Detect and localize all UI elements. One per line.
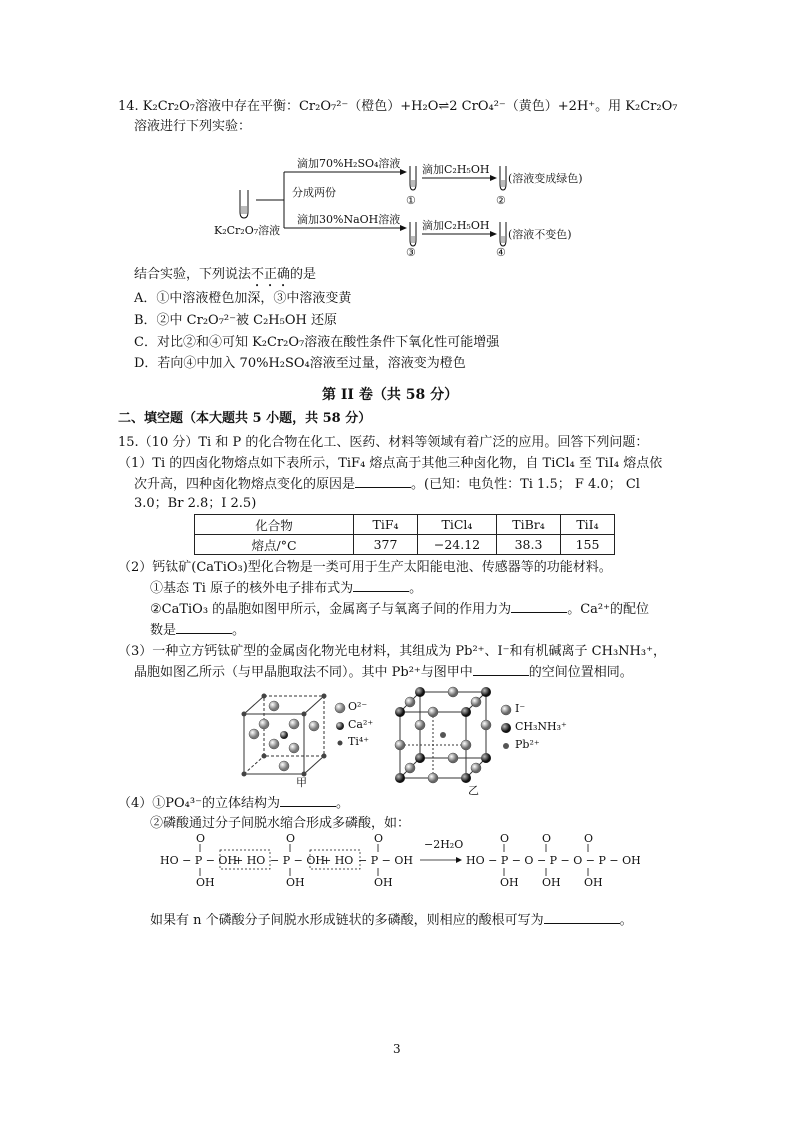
equation-arrow-label: −2H₂O: [424, 838, 464, 851]
q14-flow-diagram: [200, 150, 600, 262]
q15-p4-line1: [118, 795, 349, 813]
q15-p2-2d: 。: [232, 623, 246, 638]
answer-blank-1[interactable]: [355, 487, 411, 488]
table-header-row: [195, 515, 615, 535]
section2-title: 第 II 卷（共 58 分）: [322, 387, 459, 403]
svg-text:OH: OH: [196, 876, 215, 889]
q15-p2-1a: ①基态 Ti 原子的核外电子排布式为: [150, 581, 354, 596]
yi-label: 乙: [468, 784, 479, 797]
page-number: 3: [393, 1042, 401, 1056]
jia-legend-o: O²⁻: [348, 700, 368, 713]
q15-p1-c: 。(已知：电负性：Ti 1.5； F 4.0； Cl: [411, 477, 640, 492]
q15-p4-1b: 。: [335, 796, 349, 811]
yi-legend-ch3nh3: CH₃NH₃⁺: [515, 720, 567, 733]
q15-p2-1b: 。: [409, 581, 423, 596]
q15-p2-2b: 。Ca²⁺的配位: [567, 602, 649, 617]
q15-p1-b: 次升高，四种卤化物熔点变化的原因是: [134, 477, 356, 492]
q15-p2: （2）钙钛矿(CaTiO₃)型化合物是一类可用于生产太阳能电池、传感器等的功能材料。: [118, 560, 612, 575]
svg-text:− P − OH: − P − OH: [358, 854, 413, 867]
flow-top-reagent: 滴加70%H₂SO₄溶液: [297, 157, 401, 170]
table-row: [195, 535, 615, 555]
q15-p4-line3: [150, 912, 633, 930]
svg-text:O: O: [584, 832, 594, 845]
table-header-cell: TiF₄: [354, 515, 418, 535]
q15-p4-1a: （4）①PO₄³⁻的立体结构为: [118, 796, 280, 811]
q15-intro: 15.（10 分）Ti 和 P 的化合物在化工、医药、材料等领域有着广泛的应用。回答下列问题：: [118, 435, 649, 450]
q15-p2-2a: ②CaTiO₃ 的晶胞如图甲所示，金属离子与氧离子间的作用力为: [150, 602, 512, 617]
yi-legend-i: I⁻: [515, 702, 526, 715]
svg-text:OH: OH: [584, 876, 603, 889]
yi-legend-pb: Pb²⁺: [515, 738, 540, 751]
q14-stem: [134, 266, 316, 290]
svg-text:O: O: [286, 832, 296, 845]
q15-p2-1: [150, 580, 422, 598]
q14-stem-emphasis: 不正确: [251, 267, 291, 282]
table-cell: 155: [561, 535, 615, 555]
figure-yi: [392, 684, 572, 796]
svg-text:O: O: [500, 832, 510, 845]
q15-p3-line2: [134, 664, 633, 682]
equation-graphics: [160, 832, 640, 892]
tube-label-4: ④: [496, 246, 506, 259]
answer-blank-2[interactable]: [353, 591, 409, 592]
q14-option-b: B．②中 Cr₂O₇²⁻被 C₂H₅OH 还原: [134, 313, 337, 328]
svg-text:OH: OH: [542, 876, 561, 889]
q15-p1-line3: 3.0；Br 2.8；I 2.5): [134, 496, 257, 511]
flow-result-bottom: (溶液不变色): [508, 228, 572, 241]
melting-point-table: [194, 514, 615, 555]
answer-blank-4[interactable]: [176, 633, 232, 634]
q14-line2: 溶液进行下列实验：: [134, 119, 252, 134]
table-cell: −24.12: [418, 535, 497, 555]
jia-legend-ca: Ca²⁺: [348, 718, 374, 731]
svg-text:HO − P − OH: HO − P − OH: [160, 854, 238, 867]
q14-stem-c: 的是: [290, 267, 317, 282]
flow-start-label: K₂Cr₂O₇溶液: [214, 224, 281, 237]
flow-ethanol-top: 滴加C₂H₅OH: [422, 163, 490, 176]
flow-bottom-reagent: 滴加30%NaOH溶液: [297, 213, 401, 226]
q15-p3-b: 晶胞如图乙所示（与甲晶胞取法不同）。其中 Pb²⁺与图甲中: [134, 665, 473, 680]
q14-line1: 14. K₂Cr₂O₇溶液中存在平衡：Cr₂O₇²⁻（橙色）+H₂O⇌2 CrO₄²⁻（黄色）+2H⁺。用 K₂Cr₂O₇: [118, 99, 678, 114]
tube-label-1: ①: [406, 194, 416, 207]
q14-option-d: D．若向④中加入 70%H₂SO₄溶液至过量，溶液变为橙色: [134, 356, 466, 371]
table-cell: 38.3: [497, 535, 561, 555]
q14-stem-a: 结合实验，下列说法: [134, 267, 252, 282]
jia-legend-ti: Ti⁴⁺: [348, 735, 370, 748]
table-header-cell: TiCl₄: [418, 515, 497, 535]
jia-label: 甲: [296, 776, 307, 789]
svg-text:O: O: [196, 832, 206, 845]
svg-text:O: O: [542, 832, 552, 845]
q15-p4-3a: 如果有 n 个磷酸分子间脱水形成链状的多磷酸，则相应的酸根可写为: [150, 913, 544, 928]
table-cell: 377: [354, 535, 418, 555]
svg-text:OH: OH: [374, 876, 393, 889]
svg-text:OH: OH: [286, 876, 305, 889]
condensation-equation: [160, 832, 640, 892]
tube-label-3: ③: [406, 246, 416, 259]
tube-label-2: ②: [496, 194, 506, 207]
answer-blank-7[interactable]: [544, 923, 620, 924]
answer-blank-6[interactable]: [280, 806, 336, 807]
q15-p2-2c: 数是: [150, 623, 177, 638]
table-header-cell: TiBr₄: [497, 515, 561, 535]
figure-yi-graphics: [392, 684, 572, 796]
q14-option-c: C．对比②和④可知 K₂Cr₂O₇溶液在酸性条件下氧化性可能增强: [134, 335, 500, 350]
q15-p4-line2: ②磷酸通过分子间脱水缩合形成多磷酸，如：: [150, 816, 411, 831]
svg-text:− P − OH: − P − OH: [270, 854, 325, 867]
flow-ethanol-bottom: 滴加C₂H₅OH: [422, 219, 490, 232]
table-cell: 熔点/°C: [195, 535, 354, 555]
q15-p2-2: [150, 601, 649, 619]
fill-heading: 二、填空题（本大题共 5 小题，共 58 分）: [118, 411, 372, 426]
q15-p2-3: [150, 622, 245, 640]
q15-p3-line1: （3）一种立方钙钛矿型的金属卤化物光电材料，其组成为 Pb²⁺、I⁻和有机碱离子 CH₃NH₃⁺，: [118, 644, 666, 659]
q14-option-a: A．①中溶液橙色加深，③中溶液变黄: [134, 291, 352, 306]
table-header-cell: TiI₄: [561, 515, 615, 535]
table-header-cell: 化合物: [195, 515, 354, 535]
q15-p3-c: 的空间位置相同。: [528, 665, 633, 680]
figure-jia: [232, 688, 382, 788]
q15-p1-line1: （1）Ti 的四卤化物熔点如下表所示，TiF₄ 熔点高于其他三种卤化物，自 TiCl₄ 至 TiI₄ 熔点依: [118, 456, 663, 471]
svg-text:HO − P − O − P − O − P − OH: HO − P − O − P − O − P − OH: [466, 854, 640, 867]
svg-text:+ HO: + HO: [234, 854, 266, 867]
answer-blank-3[interactable]: [511, 612, 567, 613]
svg-text:O: O: [374, 832, 384, 845]
q15-p1-line2: [134, 476, 640, 494]
svg-text:+ HO: + HO: [322, 854, 354, 867]
flow-split-label: 分成两份: [292, 186, 336, 199]
svg-text:OH: OH: [500, 876, 519, 889]
answer-blank-5[interactable]: [473, 675, 529, 676]
q15-p4-3b: 。: [619, 913, 633, 928]
flow-result-top: (溶液变成绿色): [508, 172, 583, 185]
